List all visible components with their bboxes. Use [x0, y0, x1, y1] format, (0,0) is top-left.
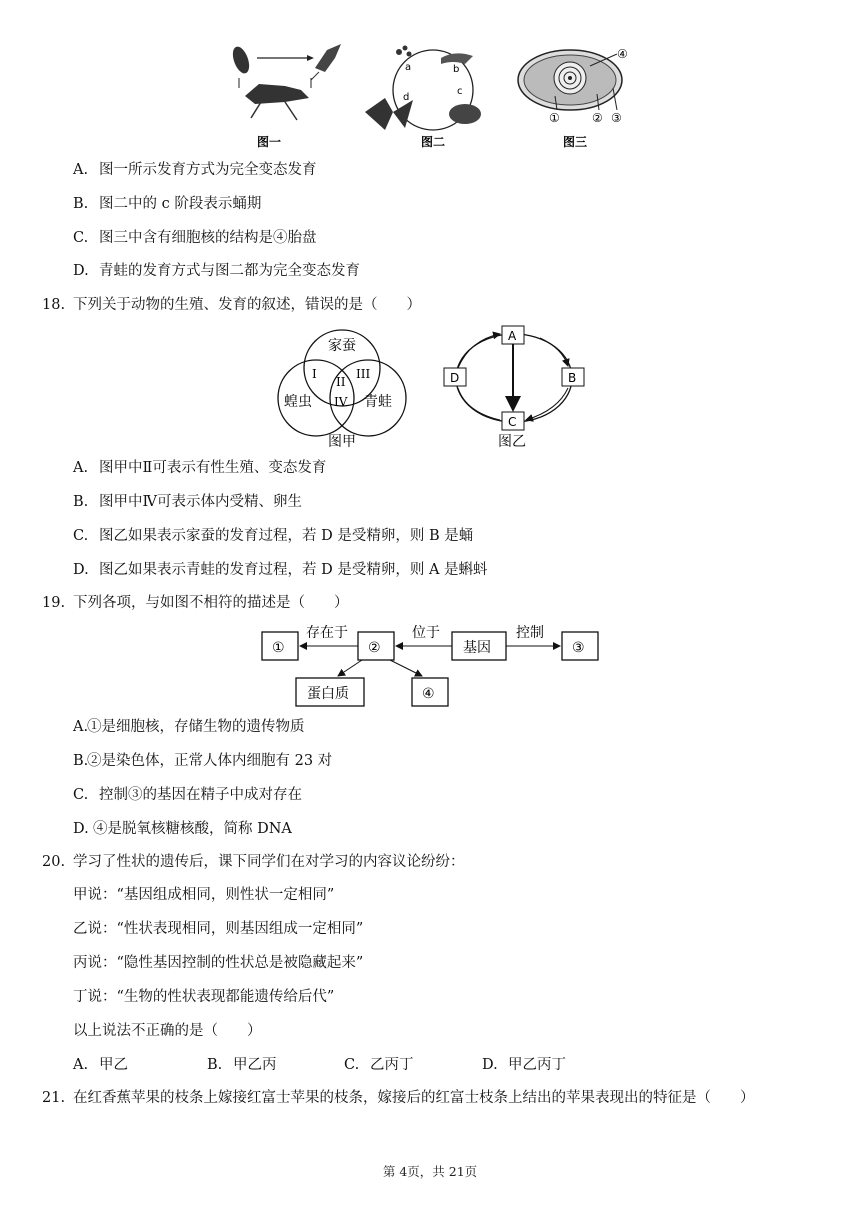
venn-circle-locust: 蝗虫	[284, 394, 312, 410]
option-letter: C.	[344, 1057, 360, 1073]
option-letter: C.	[73, 787, 89, 803]
q20-option-d[interactable]	[482, 1055, 566, 1075]
q20-option-a[interactable]	[73, 1055, 128, 1075]
option-text: 图三中含有细胞核的结构是④胎盘	[99, 230, 317, 246]
option-letter: B.	[73, 494, 89, 510]
q20-question: 以上说法不正确的是（ ）	[73, 1023, 262, 1039]
fig3-mark-2: ②	[592, 111, 603, 125]
option-letter: A.	[73, 460, 89, 476]
option-text: 图乙如果表示家蚕的发育过程，若 D 是受精卵，则 B 是蛹	[99, 528, 474, 544]
q17-option-d[interactable]	[73, 261, 360, 281]
option-text: 图乙如果表示青蛙的发育过程，若 D 是受精卵，则 A 是蝌蚪	[99, 562, 488, 578]
box-2-label: ②	[368, 640, 381, 656]
option-letter: A.	[73, 162, 89, 178]
protein-box-label: 蛋白质	[307, 686, 349, 702]
question-number: 19.	[42, 595, 66, 611]
q19-option-c[interactable]	[73, 785, 302, 805]
q19-option-a[interactable]	[73, 717, 305, 737]
page-footer: 第 4页，共 21页	[382, 1164, 478, 1179]
fig2-letter-a: a	[405, 62, 412, 73]
venn-region-4: IV	[334, 395, 348, 409]
figure2-moth-cycle	[365, 46, 481, 131]
option-text: 图一所示发育方式为完全变态发育	[99, 162, 317, 178]
box-1-label: ①	[272, 640, 285, 656]
option-text: 控制③的基因在精子中成对存在	[99, 787, 302, 803]
q20-option-b[interactable]	[207, 1055, 277, 1075]
question-number: 18.	[42, 297, 66, 313]
q20-option-c[interactable]	[344, 1055, 414, 1075]
figure3-egg-structure	[518, 50, 622, 110]
q19-stem	[42, 593, 349, 613]
option-letter: A.	[73, 719, 89, 735]
q17-option-b[interactable]	[73, 194, 261, 214]
option-letter: A.	[73, 1057, 89, 1073]
figure1-label: 图一	[257, 135, 282, 149]
q18-cycle-diagram	[440, 322, 596, 450]
option-letter: B.	[73, 753, 89, 769]
edge-located-label: 位于	[412, 625, 440, 641]
option-text: ②是染色体，正常人体内细胞有 23 对	[87, 753, 333, 769]
fig3-mark-3: ③	[611, 111, 622, 125]
cycle-caption: 图乙	[498, 434, 526, 450]
option-text: 乙丙丁	[370, 1057, 414, 1073]
cycle-node-c: C	[508, 415, 517, 429]
question-text: 学习了性状的遗传后，课下同学们在对学习的内容议论纷纷：	[73, 854, 465, 870]
option-text: 甲乙	[99, 1057, 128, 1073]
cycle-node-d: D	[450, 371, 460, 385]
question-text: 下列关于动物的生殖、发育的叙述，错误的是（ ）	[73, 297, 421, 313]
option-text: 图二中的 c 阶段表示蛹期	[99, 196, 262, 212]
option-text: 甲乙丙丁	[508, 1057, 566, 1073]
q18-option-a[interactable]	[73, 458, 326, 478]
option-letter: C.	[73, 528, 89, 544]
q17-option-a[interactable]	[73, 160, 317, 180]
venn-region-1: I	[312, 367, 317, 381]
fig2-letter-b: b	[453, 64, 460, 75]
cycle-node-b: B	[568, 371, 577, 385]
q19-option-d[interactable]	[73, 819, 292, 839]
figure2-label: 图二	[421, 135, 446, 149]
venn-caption: 图甲	[328, 434, 356, 450]
option-text: 甲乙丙	[233, 1057, 277, 1073]
option-text: ①是细胞核，存储生物的遗传物质	[87, 719, 305, 735]
option-letter: B.	[73, 196, 89, 212]
q20-stem	[42, 852, 465, 872]
fig3-mark-4: ④	[617, 47, 628, 61]
edge-exists-label: 存在于	[306, 625, 348, 641]
venn-circle-frog: 青蛙	[364, 394, 392, 410]
fig3-mark-1: ①	[549, 111, 560, 125]
question-text: 下列各项，与如图不相符的描述是（ ）	[73, 595, 349, 611]
box-3-label: ③	[572, 640, 585, 656]
q18-option-c[interactable]	[73, 526, 473, 546]
figure3-label: 图三	[563, 135, 588, 149]
option-text: 图甲中Ⅱ可表示有性生殖、变态发育	[99, 460, 327, 476]
q18-option-b[interactable]	[73, 492, 302, 512]
question-number: 21.	[42, 1090, 66, 1106]
edge-controls-label: 控制	[516, 625, 544, 641]
option-text: ④是脱氧核糖核酸，简称 DNA	[93, 821, 292, 837]
q19-concept-diagram	[258, 620, 604, 712]
q21-stem	[42, 1088, 755, 1108]
option-text: 图甲中Ⅳ可表示体内受精、卵生	[99, 494, 302, 510]
q20-statement-1: 甲说：“基因组成相同，则性状一定相同”	[73, 887, 335, 903]
option-letter: D.	[73, 562, 89, 578]
option-letter: D.	[482, 1057, 498, 1073]
option-letter: D.	[73, 821, 89, 837]
q19-option-b[interactable]	[73, 751, 332, 771]
question-text: 在红香蕉苹果的枝条上嫁接红富士苹果的枝条，嫁接后的红富士枝条上结出的苹果表现出的特征是（ ）	[73, 1090, 755, 1106]
q17-figures	[215, 38, 645, 156]
option-letter: B.	[207, 1057, 223, 1073]
cycle-node-a: A	[508, 329, 517, 343]
figure1-grasshopper-cycle	[230, 44, 341, 120]
option-text: 青蛙的发育方式与图二都为完全变态发育	[99, 263, 360, 279]
q20-statement-2: 乙说：“性状表现相同，则基因组成一定相同”	[73, 921, 364, 937]
fig2-letter-d: d	[403, 92, 410, 103]
venn-region-3: III	[356, 367, 371, 381]
q20-statement-3: 丙说：“隐性基因控制的性状总是被隐藏起来”	[73, 955, 364, 971]
q18-option-d[interactable]	[73, 560, 488, 580]
option-letter: C.	[73, 230, 89, 246]
q18-venn-diagram	[270, 326, 420, 450]
q20-statement-4: 丁说：“生物的性状表现都能遗传给后代”	[73, 989, 335, 1005]
fig2-letter-c: c	[457, 86, 463, 97]
question-number: 20.	[42, 854, 66, 870]
venn-region-2: II	[336, 375, 346, 389]
q17-option-c[interactable]	[73, 228, 317, 248]
venn-circle-silkworm: 家蚕	[328, 338, 356, 354]
box-4-label: ④	[422, 686, 435, 702]
option-letter: D.	[73, 263, 89, 279]
q18-stem	[42, 295, 421, 315]
gene-box-label: 基因	[463, 640, 491, 656]
